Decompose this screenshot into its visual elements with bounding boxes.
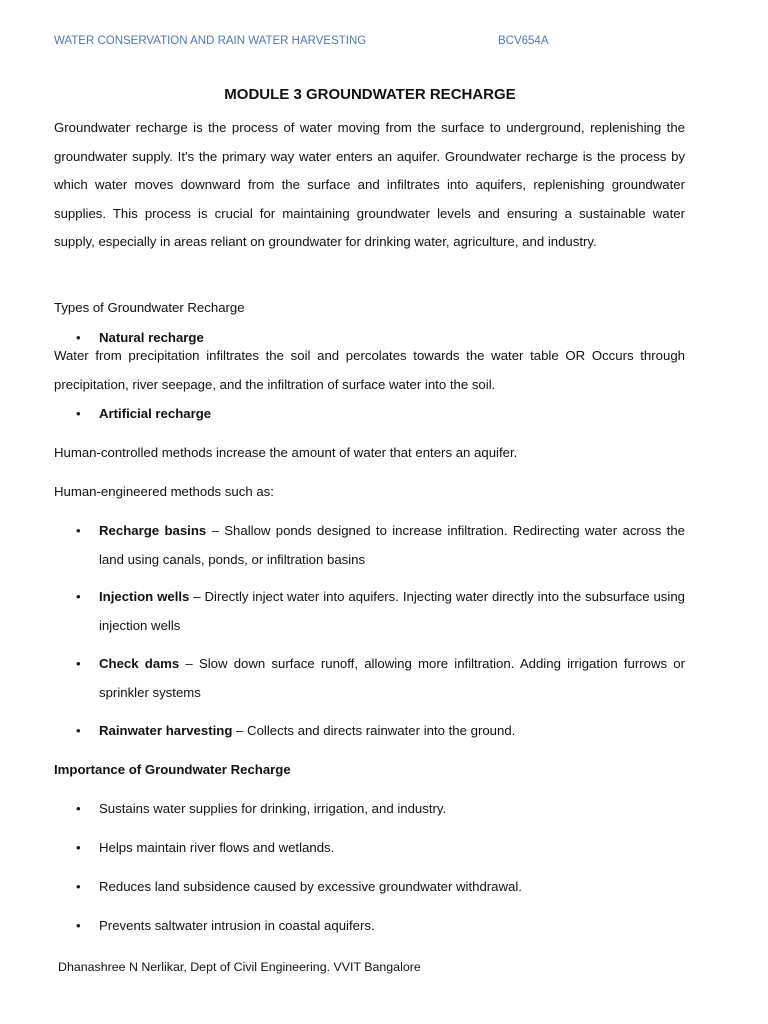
importance-item: Reduces land subsidence caused by excessive groundwater withdrawal.	[99, 879, 522, 894]
bullet-artificial: •	[76, 406, 81, 421]
method-desc: – Slow down surface runoff, allowing more infiltration. Adding irrigation furrows or sprinkler systems	[99, 656, 685, 700]
method-term: Injection wells	[99, 589, 190, 604]
importance-item: Helps maintain river flows and wetlands.	[99, 840, 335, 855]
bullet-method: •	[76, 523, 81, 538]
bullet-importance: •	[76, 801, 81, 816]
natural-recharge-text: Water from precipitation infiltrates the soil and percolates towards the water table OR Occurs through precipitation, river seepage, and the infiltration of surface water into the soil.	[54, 348, 685, 392]
artificial-recharge-text: Human-controlled methods increase the amount of water that enters an aquifer.	[54, 445, 518, 460]
types-heading: Types of Groundwater Recharge	[54, 300, 245, 315]
header-course-title: WATER CONSERVATION AND RAIN WATER HARVESTING	[54, 35, 367, 47]
method-term: Check dams	[99, 656, 180, 671]
bullet-natural: •	[76, 330, 81, 345]
header-course-code: BCV654A	[498, 35, 549, 47]
methods-intro: Human-engineered methods such as:	[54, 484, 274, 499]
method-item-recharge-basins	[99, 516, 685, 574]
method-item-rainwater-harvesting	[99, 716, 685, 745]
bullet-importance: •	[76, 840, 81, 855]
method-term: Rainwater harvesting	[99, 723, 233, 738]
method-item-check-dams	[99, 649, 685, 707]
importance-heading: Importance of Groundwater Recharge	[54, 762, 291, 777]
page-footer: Dhanashree N Nerlikar, Dept of Civil Engineering. VVIT Bangalore	[58, 960, 421, 974]
bullet-method: •	[76, 589, 81, 604]
page-title: MODULE 3 GROUNDWATER RECHARGE	[224, 86, 516, 103]
method-item-injection-wells	[99, 582, 685, 640]
importance-item: Sustains water supplies for drinking, irrigation, and industry.	[99, 801, 447, 816]
bullet-method: •	[76, 656, 81, 671]
method-term: Recharge basins	[99, 523, 207, 538]
artificial-recharge-label: Artificial recharge	[99, 406, 212, 421]
natural-recharge-label: Natural recharge	[99, 330, 204, 345]
method-desc: – Shallow ponds designed to increase infiltration. Redirecting water across the land using canals, ponds, or infiltration basins	[99, 523, 686, 567]
importance-item: Prevents saltwater intrusion in coastal aquifers.	[99, 918, 375, 933]
bullet-importance: •	[76, 918, 81, 933]
method-desc: – Directly inject water into aquifers. Injecting water directly into the subsurface using injection wells	[99, 589, 685, 633]
bullet-importance: •	[76, 879, 81, 894]
bullet-method: •	[76, 723, 81, 738]
method-desc: – Collects and directs rainwater into the ground.	[232, 723, 516, 738]
intro-paragraph: Groundwater recharge is the process of water moving from the surface to underground, replenishing the groundwater supply. It's the primary way water enters an aquifer. Groundwater recharge is the process by which water moves downward from the surface and infiltrates into aquifers, replenishing groundwater supplies. This process is crucial for maintaining groundwater levels and ensuring a sustainable water supply, especially in areas reliant on groundwater for drinking water, agriculture, and industry.	[54, 120, 685, 249]
